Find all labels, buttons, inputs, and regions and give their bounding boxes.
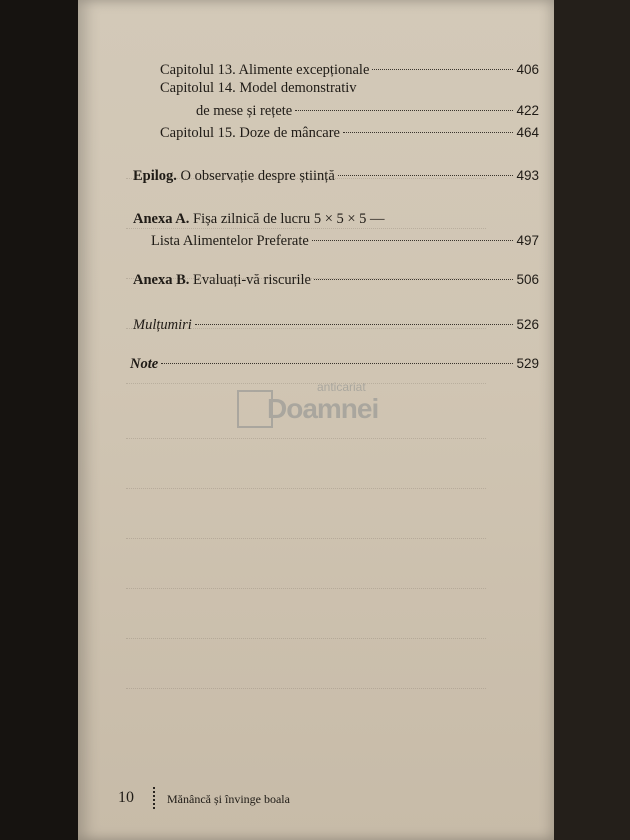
toc-entry-anexa-b bbox=[133, 272, 539, 289]
toc-entry-epilog bbox=[133, 168, 539, 185]
toc-label bbox=[133, 272, 311, 289]
toc-page-number: 506 bbox=[516, 272, 539, 287]
toc-label-text: Fișa zilnică de lucru 5 × 5 × 5 — bbox=[189, 211, 385, 227]
watermark-brand: Doamnei bbox=[267, 393, 379, 424]
footer-divider bbox=[153, 787, 158, 809]
toc-page-number: 529 bbox=[516, 356, 539, 371]
toc-prefix: Anexa B. bbox=[133, 272, 190, 288]
leader-dots bbox=[312, 239, 514, 241]
toc-prefix: Epilog. bbox=[133, 168, 177, 184]
toc-entry-anexa-a bbox=[151, 233, 539, 250]
leader-dots bbox=[161, 362, 513, 364]
toc-page-number: 526 bbox=[516, 317, 539, 332]
background-left bbox=[0, 0, 78, 840]
running-footer-title: Mănâncă și învinge boala bbox=[167, 792, 290, 806]
page-number: 10 bbox=[118, 789, 134, 806]
toc-label bbox=[133, 168, 335, 185]
toc-entry-chapter-15 bbox=[160, 125, 539, 142]
toc-label: Mulțumiri bbox=[133, 317, 192, 333]
background-right bbox=[554, 0, 630, 840]
toc-label: Capitolul 13. Alimente excepționale bbox=[160, 62, 370, 78]
toc-label-line1 bbox=[133, 211, 385, 228]
leader-dots bbox=[314, 278, 513, 280]
watermark-subtitle: anticariat bbox=[317, 380, 366, 394]
toc-label-line1: Capitolul 14. Model demonstrativ bbox=[160, 80, 357, 96]
toc-label: Capitolul 15. Doze de mâncare bbox=[160, 125, 340, 141]
toc-page-number: 406 bbox=[516, 62, 539, 77]
toc-page-number: 497 bbox=[516, 233, 539, 248]
leader-dots bbox=[195, 323, 514, 325]
toc-entry-multumiri bbox=[133, 317, 539, 334]
watermark-logo bbox=[237, 380, 407, 444]
toc-label-text: Evaluați-vă riscurile bbox=[189, 272, 311, 288]
leader-dots bbox=[372, 68, 513, 70]
toc-label-line2: de mese și rețete bbox=[196, 103, 293, 119]
toc-label: Note bbox=[130, 356, 159, 372]
toc-page-number: 422 bbox=[516, 103, 539, 118]
toc-entry-note bbox=[130, 356, 539, 373]
leader-dots bbox=[343, 131, 513, 133]
toc-label-line2: Lista Alimentelor Preferate bbox=[151, 233, 309, 249]
toc-label-text: O observație despre știință bbox=[176, 168, 335, 184]
toc-prefix: Anexa A. bbox=[133, 211, 190, 227]
toc-page-number: 464 bbox=[516, 125, 539, 140]
toc-entry-chapter-13 bbox=[160, 62, 539, 79]
leader-dots bbox=[295, 109, 513, 111]
leader-dots bbox=[338, 174, 514, 176]
toc-page-number: 493 bbox=[516, 168, 539, 183]
toc-entry-chapter-14 bbox=[196, 103, 539, 120]
